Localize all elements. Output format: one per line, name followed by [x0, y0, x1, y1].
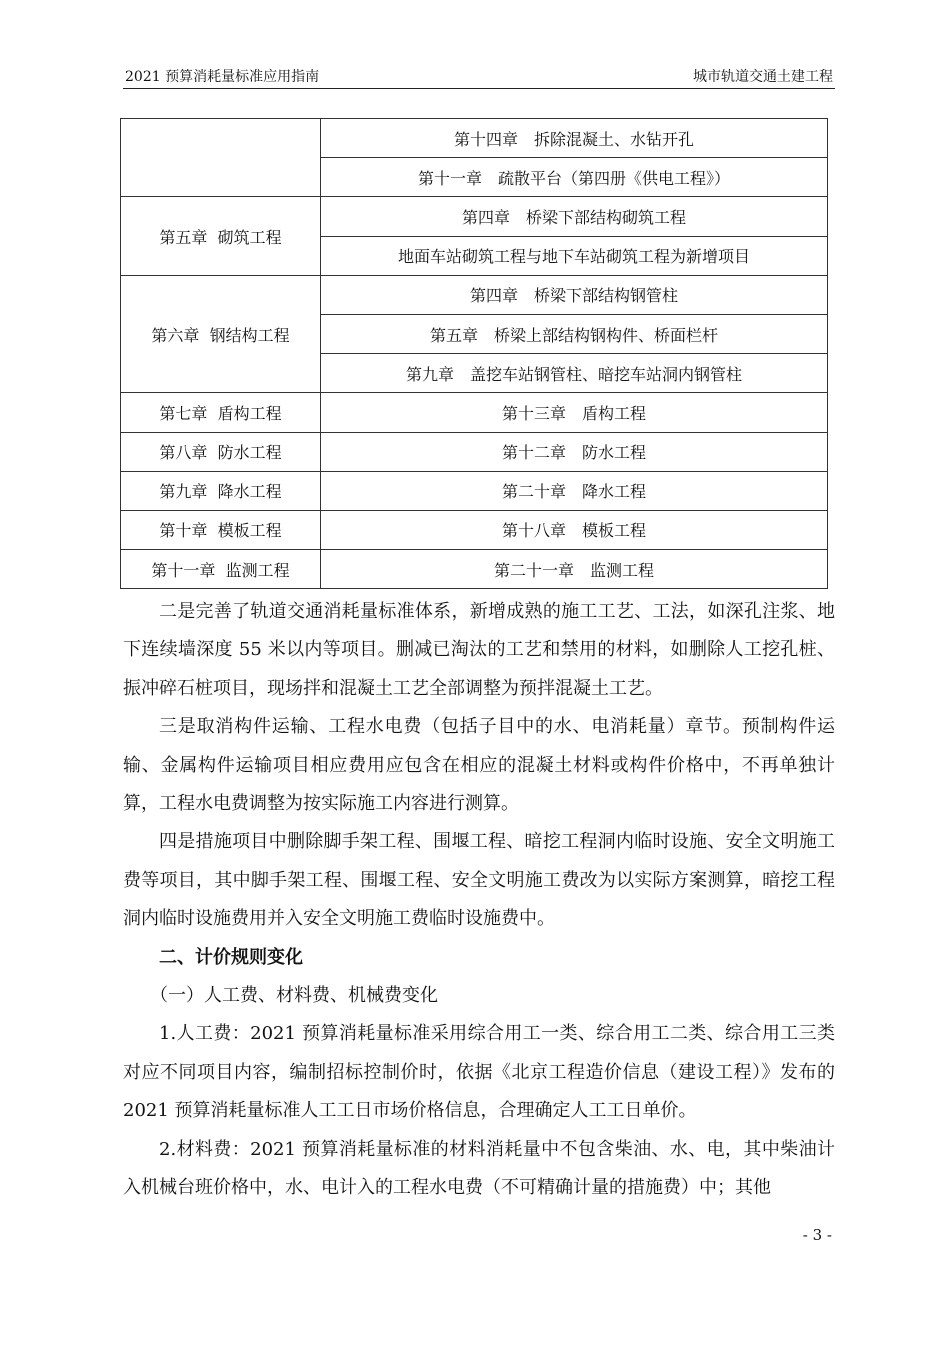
old-chapter-cell: 第十章 模板工程	[121, 510, 321, 549]
old-chapter-cell	[121, 119, 321, 197]
new-chapter-cell: 第十四章 拆除混凝土、水钻开孔	[321, 119, 828, 158]
table-row	[121, 510, 828, 549]
page-header	[123, 66, 835, 89]
subsection-heading: （一）人工费、材料费、机械费变化	[150, 985, 438, 1007]
new-chapter-cell: 第十一章 疏散平台（第四册《供电工程》）	[321, 158, 828, 197]
new-chapter-cell: 第十二章 防水工程	[321, 432, 828, 471]
header-left-title: 2021 预算消耗量标准应用指南	[125, 69, 320, 85]
new-chapter-cell: 第十三章 盾构工程	[321, 393, 828, 432]
new-chapter-cell: 地面车站砌筑工程与地下车站砌筑工程为新增项目	[321, 236, 828, 275]
paragraph-2: 三是取消构件运输、工程水电费（包括子目中的水、电消耗量）章节。预制构件运输、金属构件运输项目相应费用应包含在相应的混凝土材料或构件价格中，不再单独计算，工程水电费调整为按实际施工内容进行测算。	[123, 716, 835, 815]
chapter-mapping-table	[120, 118, 828, 589]
new-chapter-cell: 第九章 盖挖车站钢管柱、暗挖车站洞内钢管柱	[321, 354, 828, 393]
new-chapter-cell: 第四章 桥梁下部结构砌筑工程	[321, 197, 828, 236]
table-row	[121, 550, 828, 589]
new-chapter-cell: 第二十章 降水工程	[321, 471, 828, 510]
table-row	[121, 275, 828, 314]
paragraph-4: 1.人工费：2021 预算消耗量标准采用综合用工一类、综合用工二类、综合用工三类对应不同项目内容，编制招标控制价时，依据《北京工程造价信息（建设工程）》发布的 2021 预算消耗量标准人工工日市场价格信息，合理确定人工工日单价。	[123, 1023, 835, 1122]
new-chapter-cell: 第十八章 模板工程	[321, 510, 828, 549]
new-chapter-cell: 第二十一章 监测工程	[321, 550, 828, 589]
old-chapter-cell: 第五章 砌筑工程	[121, 197, 321, 275]
table-row	[121, 471, 828, 510]
old-chapter-cell: 第六章 钢结构工程	[121, 275, 321, 393]
table-row	[121, 119, 828, 158]
table-body	[121, 119, 828, 589]
page-number: - 3 -	[802, 1226, 832, 1244]
old-chapter-cell: 第十一章 监测工程	[121, 550, 321, 589]
table-row	[121, 432, 828, 471]
new-chapter-cell: 第四章 桥梁下部结构钢管柱	[321, 275, 828, 314]
old-chapter-cell: 第九章 降水工程	[121, 471, 321, 510]
table-row	[121, 393, 828, 432]
old-chapter-cell: 第七章 盾构工程	[121, 393, 321, 432]
header-right-title: 城市轨道交通土建工程	[693, 69, 833, 85]
body-text	[123, 593, 835, 1208]
table-row	[121, 197, 828, 236]
paragraph-1: 二是完善了轨道交通消耗量标准体系，新增成熟的施工工艺、工法，如深孔注浆、地下连续墙深度 55 米以内等项目。删减已淘汰的工艺和禁用的材料，如删除人工挖孔桩、振冲碎石桩项目，现场拌和混凝土工艺全部调整为预拌混凝土工艺。	[123, 601, 835, 699]
paragraph-3: 四是措施项目中删除脚手架工程、围堰工程、暗挖工程洞内临时设施、安全文明施工费等项目，其中脚手架工程、围堰工程、安全文明施工费改为以实际方案测算，暗挖工程洞内临时设施费用并入安全文明施工费临时设施费中。	[123, 831, 835, 930]
paragraph-5: 2.材料费：2021 预算消耗量标准的材料消耗量中不包含柴油、水、电，其中柴油计入机械台班价格中，水、电计入的工程水电费（不可精确计量的措施费）中；其他	[123, 1138, 835, 1199]
new-chapter-cell: 第五章 桥梁上部结构钢构件、桥面栏杆	[321, 314, 828, 353]
section-heading: 二、计价规则变化	[159, 946, 303, 968]
old-chapter-cell: 第八章 防水工程	[121, 432, 321, 471]
